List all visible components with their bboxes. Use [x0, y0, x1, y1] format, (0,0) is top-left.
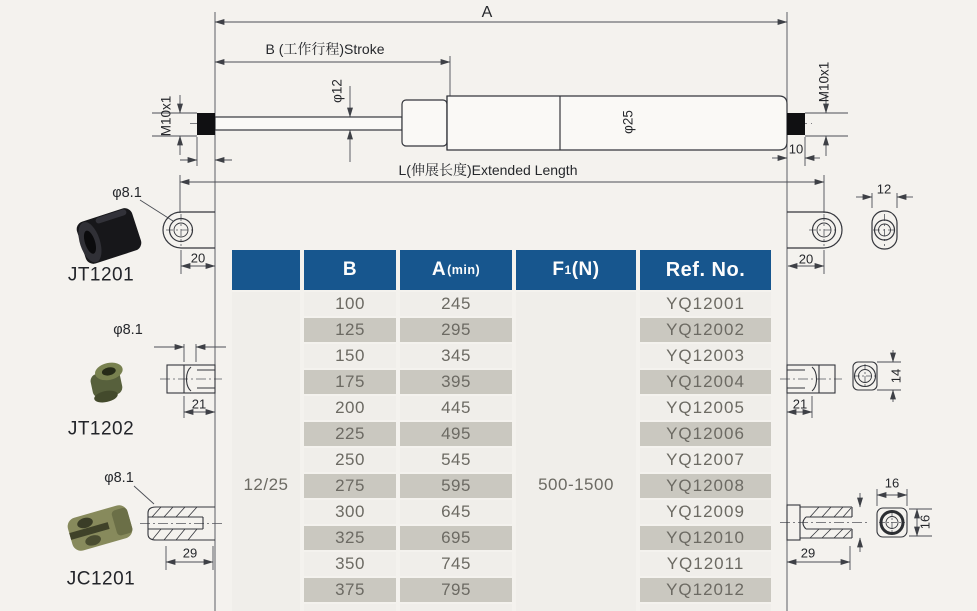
cell-b-row0: 100 — [304, 292, 396, 316]
partial-row-cell-a — [400, 604, 512, 611]
dim-label-thread-right: M10x1 — [816, 61, 832, 103]
cell-a-row10: 745 — [400, 552, 512, 576]
collar — [402, 100, 447, 146]
dim-label-stroke: B (工作行程)Stroke — [265, 41, 385, 57]
cell-ref-row4: YQ12005 — [640, 396, 771, 420]
header-a-main: A — [431, 259, 447, 280]
cell-ref-row9: YQ12010 — [640, 526, 771, 550]
cell-ref-row1: YQ12002 — [640, 318, 771, 342]
dim-label-adapter-end: 14 — [888, 368, 904, 384]
column-force — [516, 250, 636, 611]
dim-label-hole-jt1201: φ8.1 — [112, 184, 142, 201]
cell-ref-row3: YQ12004 — [640, 370, 771, 394]
cell-ref-row6: YQ12007 — [640, 448, 771, 472]
cell-b-row3: 175 — [304, 370, 396, 394]
cell-b-row1: 125 — [304, 318, 396, 342]
cell-a-row5: 495 — [400, 422, 512, 446]
cell-a-row0: 245 — [400, 292, 512, 316]
thread-stub-right — [787, 113, 805, 135]
cell-a-row8: 645 — [400, 500, 512, 524]
cell-a-row3: 395 — [400, 370, 512, 394]
cell-b-row2: 150 — [304, 344, 396, 368]
cell-a-row6: 545 — [400, 448, 512, 472]
fitting-label-jc1201: JC1201 — [66, 568, 136, 590]
header-rod-tube — [232, 250, 300, 290]
spec-table — [232, 250, 771, 611]
partial-row-cell-b — [304, 604, 396, 611]
force-range-cell — [516, 292, 636, 611]
cell-ref-row10: YQ12011 — [640, 552, 771, 576]
column-b — [304, 250, 396, 611]
col-ref-body — [640, 292, 771, 611]
force-range-value: 500-1500 — [538, 475, 614, 494]
cell-b-row11: 375 — [304, 578, 396, 602]
gas-spring-body — [197, 96, 805, 150]
cell-a-row2: 345 — [400, 344, 512, 368]
cylinder-tube — [447, 96, 787, 150]
header-a-min — [400, 250, 512, 290]
cell-ref-row7: YQ12008 — [640, 474, 771, 498]
fitting-label-jt1202: JT1202 — [67, 418, 135, 440]
cell-b-row6: 250 — [304, 448, 396, 472]
dim-label-clevis-end-h: 16 — [917, 514, 933, 530]
dim-label-thread-length: 10 — [788, 141, 804, 157]
dim-label-extended-length: L(伸展长度)Extended Length — [398, 162, 578, 178]
header-force: F 1 (N) — [516, 250, 636, 290]
header-a-sub: (min) — [447, 263, 481, 277]
cell-b-row10: 350 — [304, 552, 396, 576]
dim-label-eyelet-end: 12 — [876, 181, 892, 197]
fitting-label-jt1201: JT1201 — [67, 264, 135, 286]
cell-ref-row8: YQ12009 — [640, 500, 771, 524]
cell-ref-row11: YQ12012 — [640, 578, 771, 602]
dim-label-tube-diameter: φ25 — [620, 110, 636, 134]
dim-label-adapter-side: 21 — [792, 396, 808, 412]
header-ref-no: Ref. No. — [640, 250, 771, 290]
photo-jt1202 — [88, 360, 129, 404]
column-ref-no — [640, 250, 771, 611]
rod-tube-value: 12/25 — [243, 475, 289, 494]
column-rod-tube — [232, 250, 300, 611]
col-a-body — [400, 292, 512, 611]
cell-a-row4: 445 — [400, 396, 512, 420]
dim-label-eyelet-side: 20 — [798, 251, 814, 267]
cell-b-row5: 225 — [304, 422, 396, 446]
dim-label-thread-left: M10x1 — [158, 95, 174, 137]
dim-label-jc1201-width: 29 — [182, 545, 198, 561]
photo-jt1201 — [74, 206, 144, 266]
cell-a-row1: 295 — [400, 318, 512, 342]
header-f-unit: (N) — [571, 259, 600, 280]
cell-ref-row2: YQ12003 — [640, 344, 771, 368]
dim-label-overall-length: A — [481, 4, 493, 21]
photo-jc1201 — [66, 503, 135, 553]
dim-label-clevis-end-w: 16 — [884, 475, 900, 491]
cell-b-row8: 300 — [304, 500, 396, 524]
dim-label-jt1201-width: 20 — [190, 250, 206, 266]
cell-a-row7: 595 — [400, 474, 512, 498]
cell-ref-row5: YQ12006 — [640, 422, 771, 446]
piston-rod — [215, 117, 402, 130]
cell-b-row7: 275 — [304, 474, 396, 498]
header-f-main: F — [552, 259, 565, 280]
dim-label-jt1202-width: 21 — [191, 396, 207, 412]
cell-b-row4: 200 — [304, 396, 396, 420]
header-b: B — [304, 250, 396, 290]
dim-label-hole-jt1202: φ8.1 — [113, 321, 143, 338]
dim-label-rod-diameter: φ12 — [329, 79, 345, 103]
cell-a-row9: 695 — [400, 526, 512, 550]
cell-a-row11: 795 — [400, 578, 512, 602]
cell-b-row9: 325 — [304, 526, 396, 550]
partial-row-cell-ref — [640, 604, 771, 611]
dim-label-hole-jc1201: φ8.1 — [104, 469, 134, 486]
col-b-body — [304, 292, 396, 611]
rod-tube-cell — [232, 292, 300, 611]
dim-label-clevis-side: 29 — [800, 545, 816, 561]
thread-stub-left — [197, 113, 215, 135]
column-a-min — [400, 250, 512, 611]
cell-ref-row0: YQ12001 — [640, 292, 771, 316]
